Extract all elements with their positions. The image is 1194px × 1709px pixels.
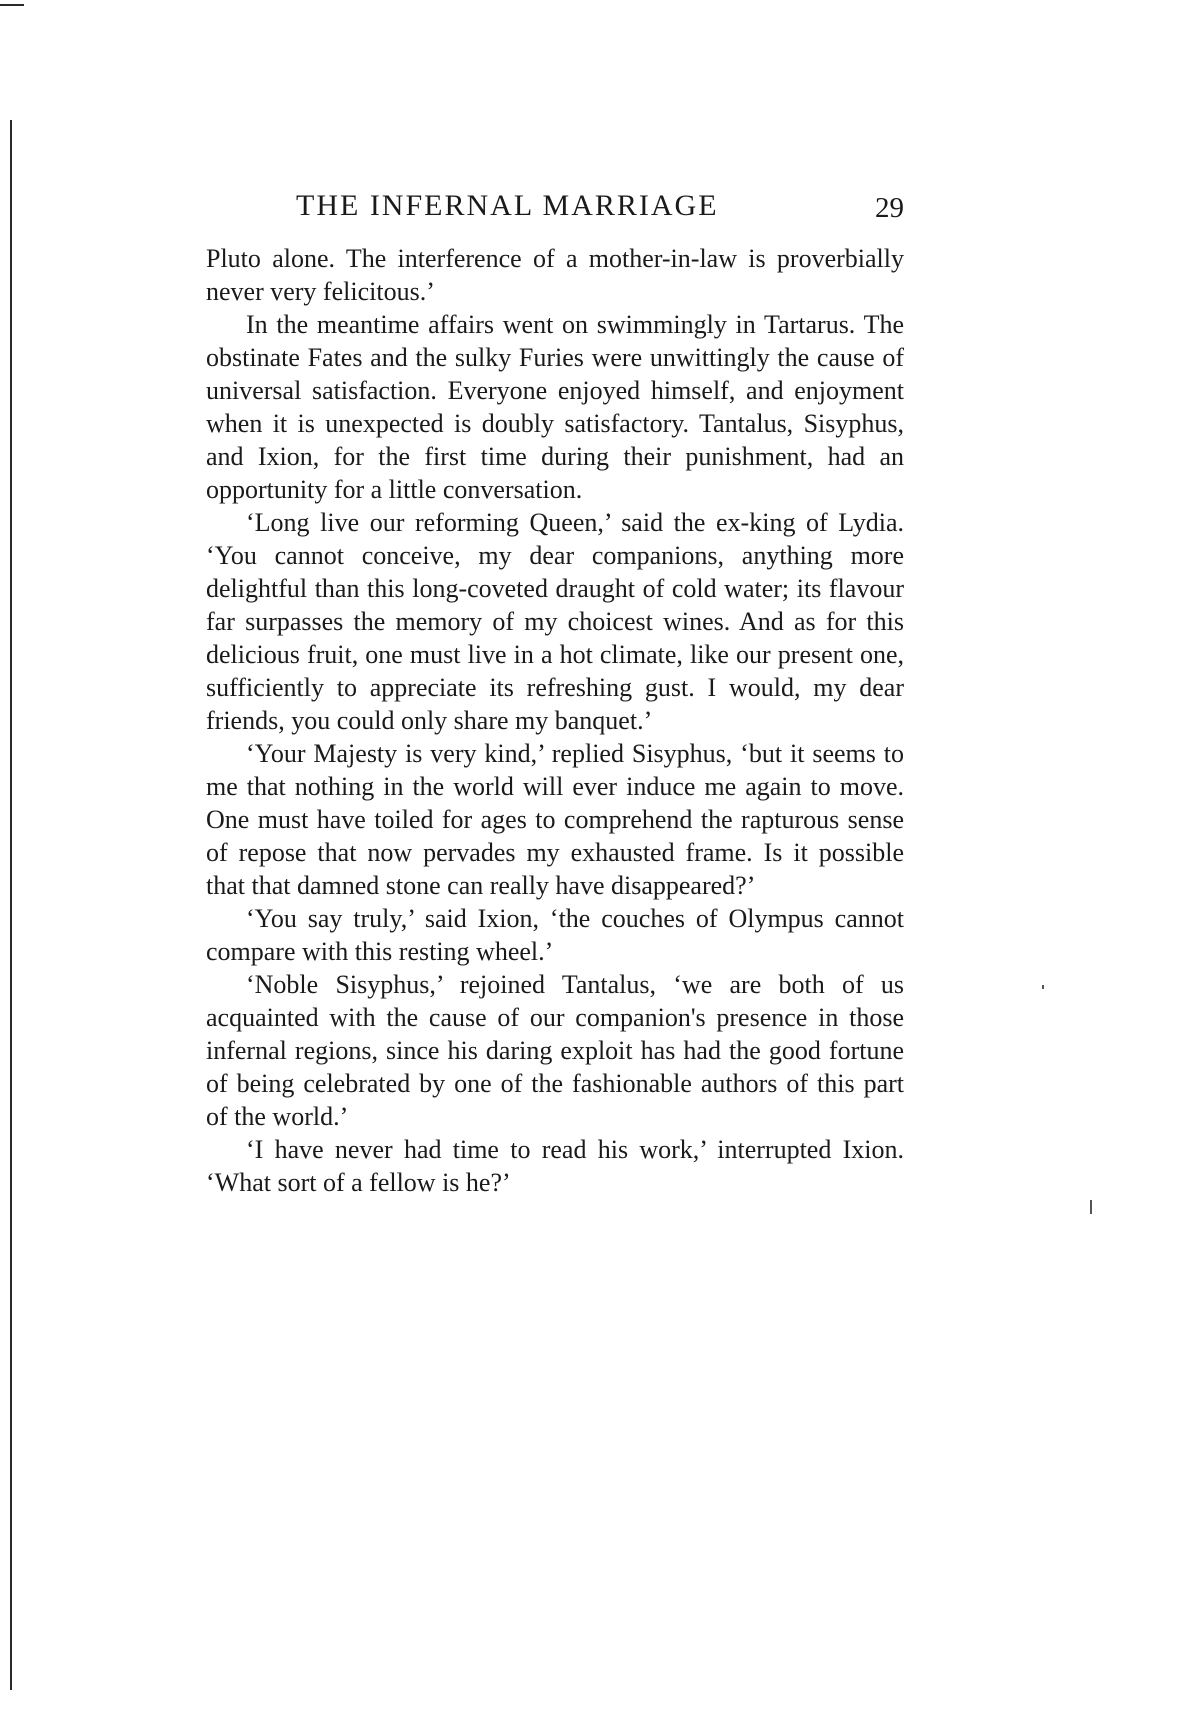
running-title: THE INFERNAL MARRIAGE <box>296 189 719 222</box>
paragraph: ‘Noble Sisyphus,’ rejoined Tantalus, ‘we are both of us acquainted with the cause of our companion's presence in those infernal regions, since his daring exploit has had the good fortune of being celebrated by one of the fashionable authors of this part of the world.’ <box>206 970 904 1131</box>
paragraph: ‘Your Majesty is very kind,’ replied Sisyphus, ‘but it seems to me that nothing in the world will ever induce me again to move. One must have toiled for ages to comprehend the rapturous sense of repose that now pervades my exhausted frame. Is it possible that that damned stone can really have disappeared?’ <box>206 739 904 900</box>
book-page <box>206 188 904 1199</box>
paragraph: ‘I have never had time to read his work,’ interrupted Ixion. ‘What sort of a fellow is he?’ <box>206 1135 904 1197</box>
paragraph: Pluto alone. The interference of a mother-in-law is proverbially never very felicitous.’ <box>206 244 904 306</box>
scan-edge-line <box>10 120 12 1690</box>
scan-speck <box>1042 985 1044 989</box>
paragraph: ‘You say truly,’ said Ixion, ‘the couches of Olympus cannot compare with this resting wheel.’ <box>206 904 904 966</box>
paragraph: In the meantime affairs went on swimmingly in Tartarus. The obstinate Fates and the sulky Furies were unwittingly the cause of universal satisfaction. Everyone enjoyed himself, and enjoyment when it is unexpected is doubly satisfactory. Tantalus, Sisyphus, and Ixion, for the first time during their punishment, had an opportunity for a little conversation. <box>206 310 904 504</box>
scan-mark <box>0 4 24 6</box>
running-head <box>206 188 904 236</box>
paragraph: ‘Long live our reforming Queen,’ said the ex-king of Lydia. ‘You cannot conceive, my dear companions, anything more delightful than this long-coveted draught of cold water; its flavour far surpasses the memory of my choicest wines. And as for this delicious fruit, one must live in a hot climate, like our present one, sufficiently to appreciate its refreshing gust. I would, my dear friends, you could only share my banquet.’ <box>206 508 904 735</box>
body-text <box>206 242 904 1199</box>
page-number: 29 <box>875 192 904 224</box>
scan-speck <box>1090 1200 1092 1214</box>
